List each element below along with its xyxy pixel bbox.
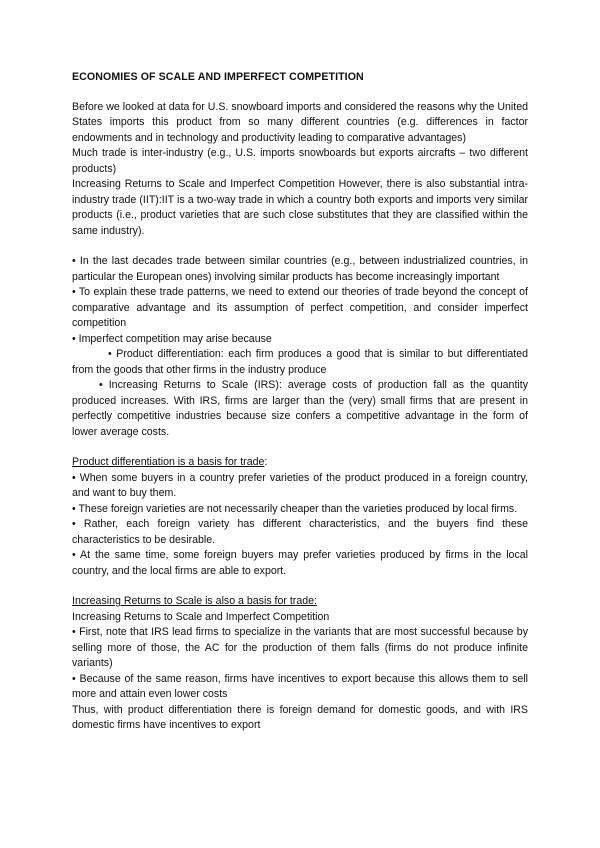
bullet-similar-countries: • In the last decades trade between similar countries (e.g., between industrialized countries, in particular the European ones) involving similar products has become increasingly important (72, 255, 528, 283)
document-page (72, 70, 528, 734)
product-diff-item-4: • At the same time, some foreign buyers may prefer varieties produced by firms in the local country, and the local firms are able to export. (72, 549, 528, 577)
irs-subheading: Increasing Returns to Scale and Imperfect Competition (72, 610, 330, 623)
bullet-imperfect-competition: • Imperfect competition may arise because (72, 332, 272, 345)
irs-heading-text: Increasing Returns to Scale is also a basis for trade: (72, 595, 317, 607)
product-diff-item-2: • These foreign varieties are not necessarily cheaper than the varieties produced by local firms. (72, 502, 518, 515)
product-diff-item-3: • Rather, each foreign variety has different characteristics, and the buyers find these characteristics to be desirable. (72, 518, 528, 546)
irs-item-2: • Because of the same reason, firms have incentives to export because this allows them to sell more and attain even lower costs (72, 672, 528, 700)
sub-bullet-product-differentiation: • Product differentiation: each firm produces a good that is similar to but differentiated from the goods that other firms in the industry produce (72, 348, 528, 376)
irs-item-1: • First, note that IRS lead firms to specialize in the variants that are most successful because by selling more of those, the AC for the production of them falls (firms do not produce infinite variants) (72, 626, 528, 669)
irs-heading (72, 594, 528, 610)
irs-item-3: Thus, with product differentiation there is foreign demand for domestic goods, and with IRS domestic firms have incentives to export (72, 703, 528, 731)
product-differentiation-heading (72, 455, 528, 471)
sub-bullet-increasing-returns: • Increasing Returns to Scale (IRS): average costs of production fall as the quantity produced increases. With IRS, firms are larger than the (very) small firms that are present in perfectly competitive industries because size confers a competitive advantage in the form of lower average costs. (72, 379, 528, 438)
intro-paragraph-3: Increasing Returns to Scale and Imperfect Competition However, there is also substantial intra-industry trade (IIT):IIT is a two-way trade in which a country both exports and imports very similar products (i.e., product varieties that are such close substitutes that they are classified within the same industry). (72, 178, 528, 237)
product-differentiation-heading-colon: : (264, 456, 268, 468)
intro-paragraph-1: Before we looked at data for U.S. snowboard imports and considered the reasons why the United States imports this product from so many different countries (e.g. differences in factor endowments and in technology and productivity leading to comparative advantages) (72, 100, 528, 144)
product-differentiation-heading-text: Product differentiation is a basis for trade (72, 456, 265, 468)
document-title: ECONOMIES OF SCALE AND IMPERFECT COMPETITION (72, 71, 364, 83)
product-diff-item-1: • When some buyers in a country prefer varieties of the product produced in a foreign country, and want to buy them. (72, 471, 528, 499)
bullet-explain-patterns: • To explain these trade patterns, we need to extend our theories of trade beyond the concept of comparative advantage and its assumption of perfect competition, and consider imperfect competition (72, 286, 528, 329)
intro-paragraph-2: Much trade is inter-industry (e.g., U.S. imports snowboards but exports aircrafts – two different products) (72, 147, 528, 175)
